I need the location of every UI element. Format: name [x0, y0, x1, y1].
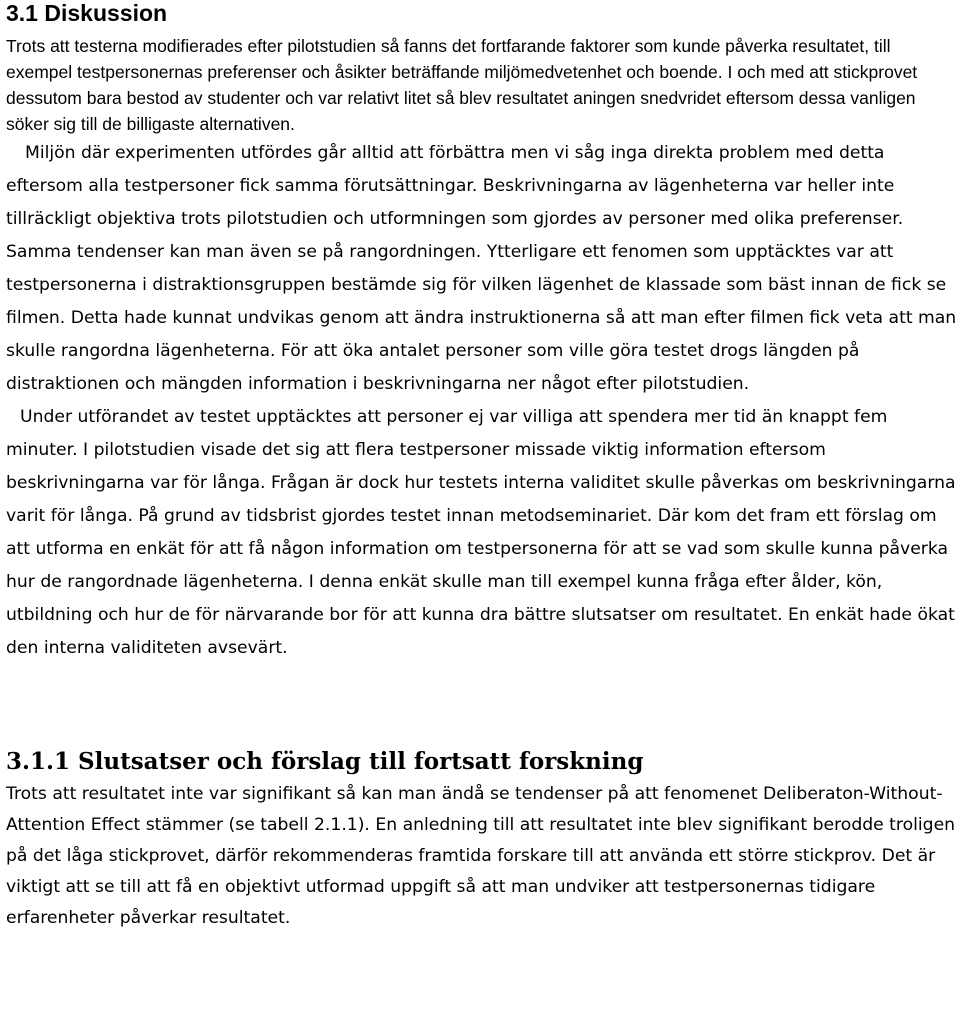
paragraph-procedure: Under utförandet av testet upptäcktes att personer ej var villiga att spendera mer tid än knappt fem minuter. I pilotstudien visade det sig att flera testpersoner missade viktig information eftersom beskrivningarna var för långa. Frågan är dock hur testets interna validitet skulle påverkas om beskrivningarna varit för långa. På grund av tidsbrist gjordes testet innan metodseminariet. Där kom det fram ett förslag om att utforma en enkät för att få någon information om testpersonerna för att se vad som skulle kunna påverka hur de rangordnade lägenheterna. I denna enkät skulle man till exempel kunna fråga efter ålder, kön, utbildning och hur de för närvarande bor för att kunna dra bättre slutsatser om resultatet. En enkät hade ökat den interna validiteten avsevärt.	[6, 407, 956, 658]
paragraph-conclusions: Trots att resultatet inte var signifikant så kan man ändå se tendenser på att fenomenet Deliberaton-Without-Attention Effect stämmer (se tabell 2.1.1). En anledning till att resultatet inte blev signifikant berodde troligen på det låga stickprovet, därför rekommenderas framtida forskare till att använda ett större stickprov. Det är viktigt att se till att få en objektivt utformad uppgift så att man undviker att testpersonernas tidigare erfarenheter påverkar resultatet.	[6, 784, 956, 928]
document-page	[6, 0, 958, 934]
paragraph-environment: Miljön där experimenten utfördes går alltid att förbättra men vi såg inga direkta problem med detta eftersom alla testpersoner fick samma förutsättningar. Beskrivningarna av lägenheterna var heller inte tillräckligt objektiva trots pilotstudien och utformningen som gjordes av personer med olika preferenser. Samma tendenser kan man även se på rangordningen. Ytterligare ett fenomen som upptäcktes var att testpersonerna i distraktionsgruppen bestämde sig för vilken lägenhet de klassade som bäst innan de fick se filmen. Detta hade kunnat undvikas genom att ändra instruktionerna så att man efter filmen fick veta att man skulle rangordna lägenheterna. För att öka antalet personer som ville göra testet drogs längden på distraktionen och mängden information i beskrivningarna ner något efter pilotstudien.	[6, 143, 957, 394]
section-heading: 3.1 Diskussion	[6, 0, 168, 26]
paragraph-limitations: Trots att testerna modifierades efter pilotstudien så fanns det fortfarande faktorer som kunde påverka resultatet, till exempel testpersonernas preferenser och åsikter beträffande miljömedvetenhet och boende. I och med att stickprovet dessutom bara bestod av studenter och var relativt litet så blev resultatet aningen snedvridet eftersom dessa vanligen söker sig till de billigaste alternativen.	[6, 36, 918, 134]
subsection-heading: 3.1.1 Slutsatser och förslag till fortsatt forskning	[6, 748, 644, 775]
